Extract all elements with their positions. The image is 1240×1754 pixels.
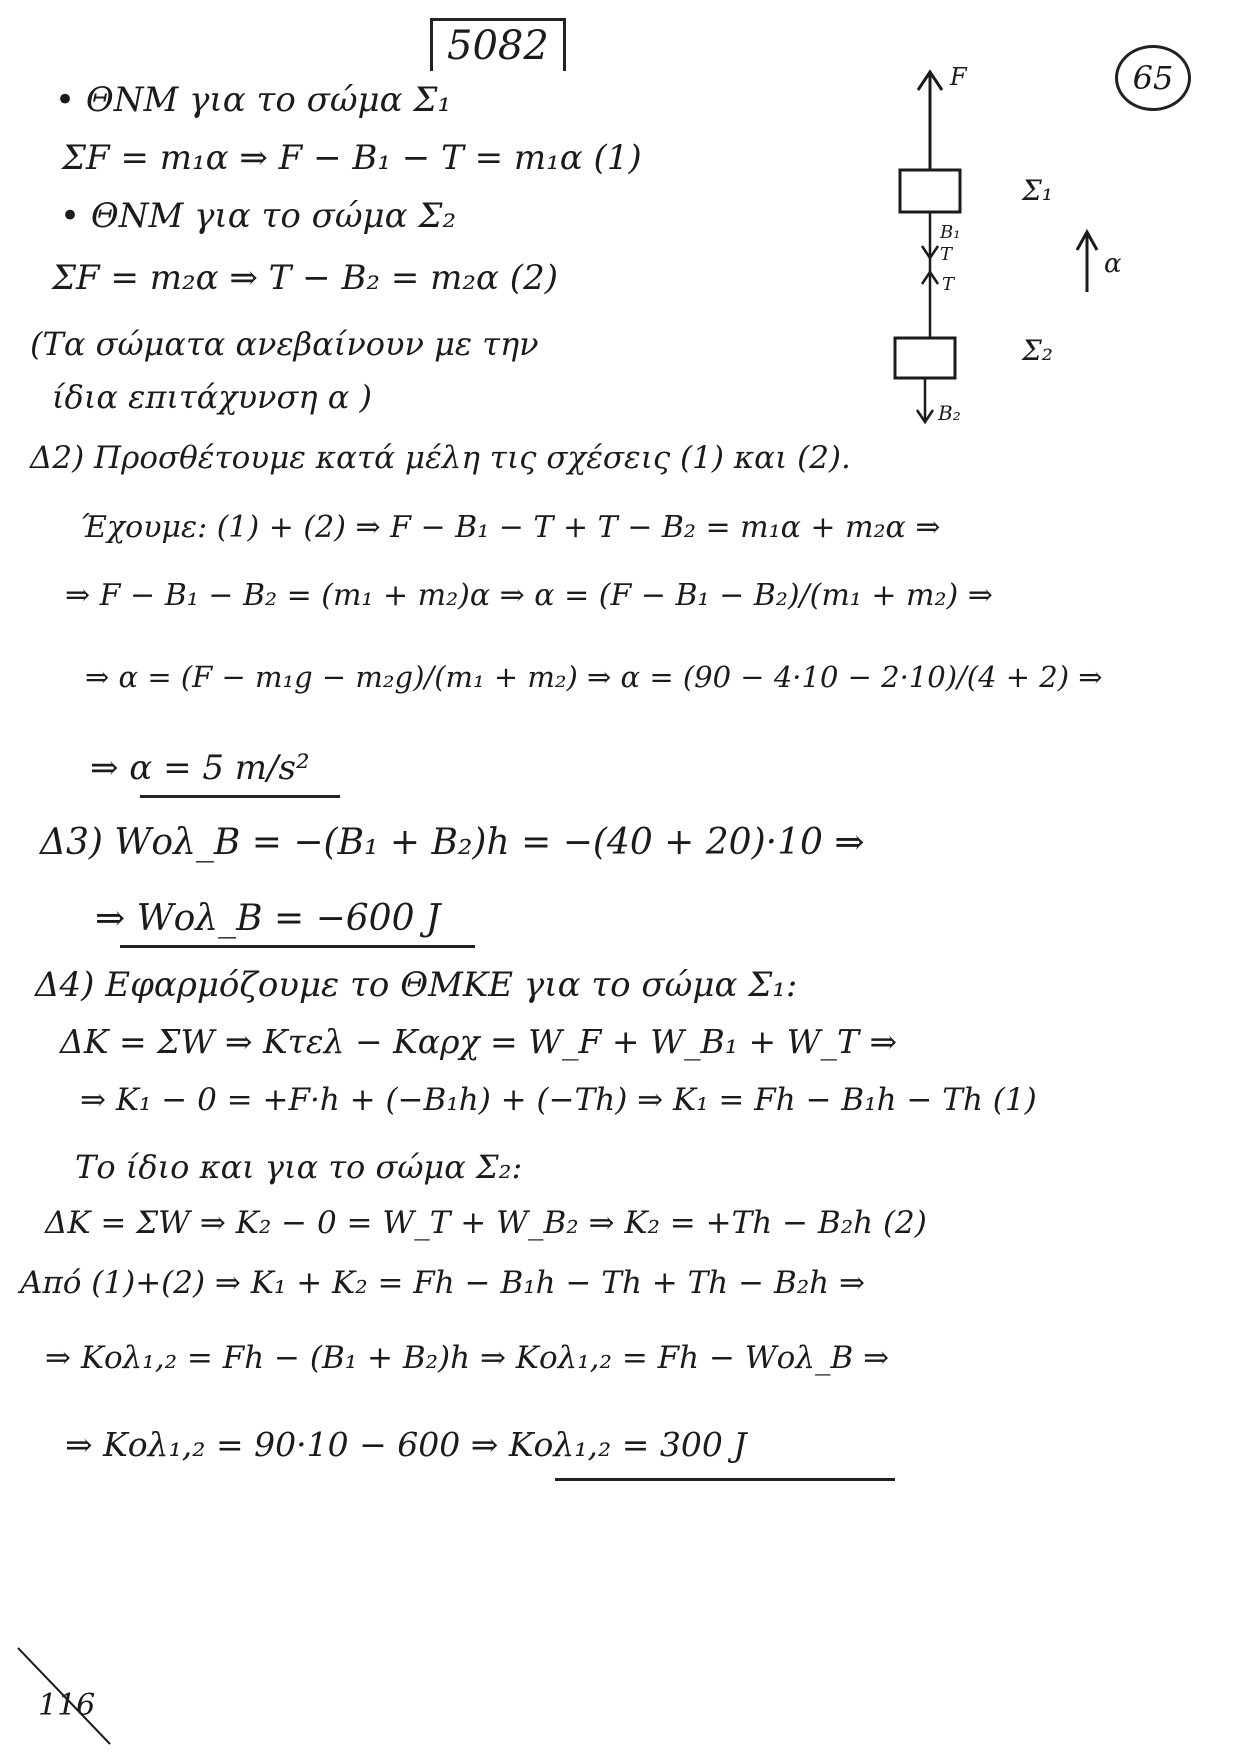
exercise-id: 5082 [430,18,566,71]
line-11: ⇒ α = 5 m/s² [90,748,310,788]
body-1-box [900,170,960,212]
line-15: ΔK = ΣW ⇒ Kτελ − Kαρχ = W_F + W_B₁ + W_T ⇒ [60,1022,898,1061]
weight-1-label: B₁ [940,222,961,243]
line-1: • ΘΝΜ για το σώμα Σ₁ [55,80,452,120]
line-2: ΣF = m₁α ⇒ F − B₁ − T = m₁α (1) [62,138,642,178]
tension-up-label: T [942,274,955,295]
line-20: ⇒ Kολ₁,₂ = Fh − (B₁ + B₂)h ⇒ Kολ₁,₂ = Fh − Wολ_B ⇒ [45,1340,890,1376]
line-9: ⇒ F − B₁ − B₂ = (m₁ + m₂)α ⇒ α = (F − B₁ − B₂)/(m₁ + m₂) ⇒ [65,578,993,613]
force-f-label: F [950,63,967,91]
weight-2-label: B₂ [938,401,961,425]
line-12: Δ3) Wολ_B = −(B₁ + B₂)h = −(40 + 20)·10 ⇒ [40,822,865,863]
line-16: ⇒ K₁ − 0 = +F·h + (−B₁h) + (−Th) ⇒ K₁ = Fh − B₁h − Th (1) [80,1082,1037,1118]
answer-underline-1 [140,795,340,798]
body-1-label: Σ₁ [1022,174,1054,207]
acceleration-label: α [1104,249,1122,279]
line-3: • ΘΝΜ για το σώμα Σ₂ [60,196,457,236]
line-21: ⇒ Kολ₁,₂ = 90·10 − 600 ⇒ Kολ₁,₂ = 300 J [65,1425,747,1464]
bottom-page-number: 116 [38,1688,96,1723]
line-17: Το ίδιο και για το σώμα Σ₂: [75,1148,523,1186]
body-2-label: Σ₂ [1022,334,1054,367]
free-body-diagram [860,60,1140,480]
answer-underline-3 [555,1478,895,1481]
line-13: ⇒ Wολ_B = −600 J [95,898,441,939]
line-18: ΔK = ΣW ⇒ K₂ − 0 = W_T + W_B₂ ⇒ K₂ = +Th − B₂h (2) [45,1205,927,1241]
line-4: ΣF = m₂α ⇒ T − B₂ = m₂α (2) [52,258,558,298]
tension-down-label: T [940,244,953,265]
page-number-circled: 65 [1115,45,1191,111]
line-6: ίδια επιτάχυνση α ) [52,378,372,416]
body-2-box [895,338,955,378]
line-14: Δ4) Εφαρμόζουμε το ΘΜΚΕ για το σώμα Σ₁: [35,965,798,1005]
answer-underline-2 [120,945,475,948]
line-7: Δ2) Προσθέτουμε κατά μέλη τις σχέσεις (1) και (2). [30,440,851,476]
line-5: (Τα σώματα ανεβαίνουν με την [30,325,539,363]
line-8: Έχουμε: (1) + (2) ⇒ F − B₁ − T + T − B₂ = m₁α + m₂α ⇒ [80,510,941,545]
line-19: Από (1)+(2) ⇒ K₁ + K₂ = Fh − B₁h − Th + Th − B₂h ⇒ [20,1265,865,1301]
line-10: ⇒ α = (F − m₁g − m₂g)/(m₁ + m₂) ⇒ α = (90 − 4·10 − 2·10)/(4 + 2) ⇒ [85,660,1103,694]
